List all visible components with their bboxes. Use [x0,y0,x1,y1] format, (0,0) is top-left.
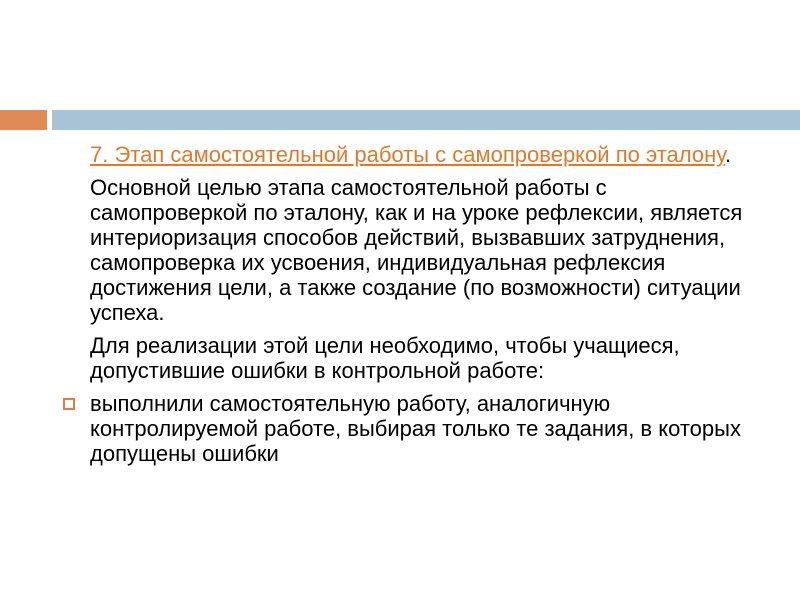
heading-paragraph [90,142,770,167]
body-paragraph-1: Основной целью этапа самостоятельной работы с самопроверкой по эталону, как и на уроке рефлексии, является интериоризация способов действий, вызвавших затруднения, самопроверка их усвоения, индивидуальная рефлексия достижения цели, а также создание (по возможности) ситуации успеха. [90,175,743,325]
bullet-item [90,391,770,466]
header-main-bar [52,110,800,130]
heading-period: . [725,142,732,167]
hollow-square-bullet-icon [63,398,75,410]
body-paragraph-2: Для реализации этой цели необходимо, чтобы учащиеся, допустившие ошибки в контрольной работе: [90,333,680,383]
bullet-text: выполнили самостоятельную работу, аналогичную контролируемой работе, выбирая только те задания, в которых допущены ошибки [90,391,741,466]
slide-body [90,142,770,474]
header-accent-bar [0,110,47,130]
heading-link[interactable]: 7. Этап самостоятельной работы с самопроверкой по эталону [90,142,726,167]
